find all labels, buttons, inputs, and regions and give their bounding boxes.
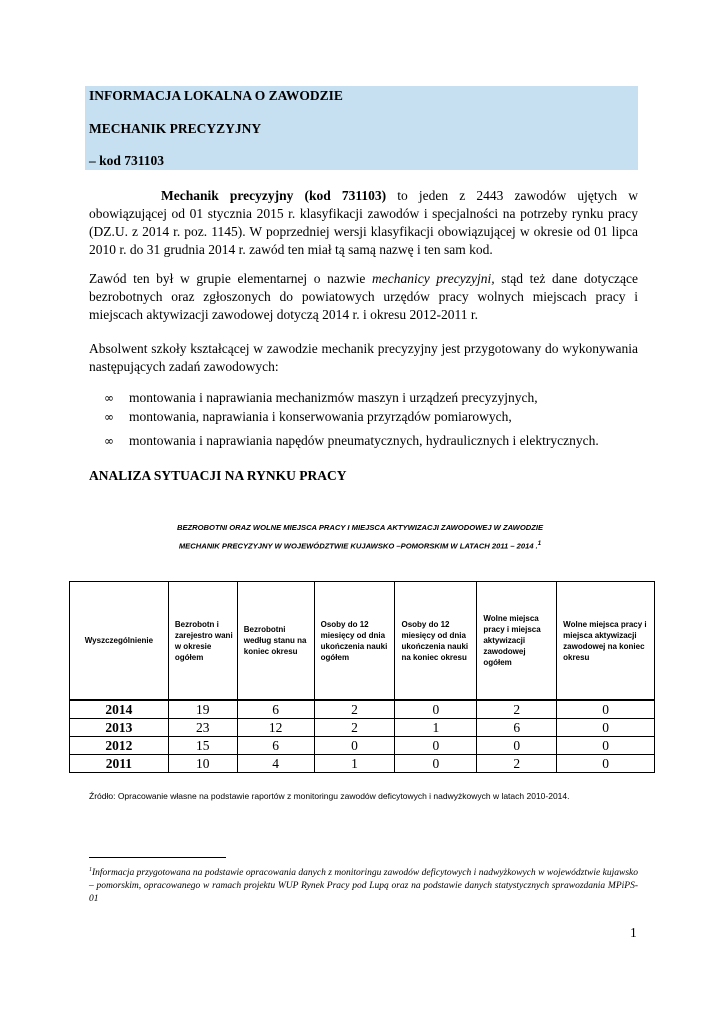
- statistics-table: [69, 581, 655, 773]
- table-row: 2011 10 4 1 0 2 0: [70, 755, 655, 773]
- table-header: Wolne miejsca pracy i miejsca aktywizacji zawodowej ogółem: [477, 582, 557, 701]
- title-line-1: INFORMACJA LOKALNA O ZAWODZIE: [89, 88, 343, 103]
- table-header: Wyszczególnienie: [70, 582, 169, 701]
- section-heading: ANALIZA SYTUACJI NA RYNKU PRACY: [89, 468, 347, 483]
- table-header: Osoby do 12 miesięcy od dnia ukończenia nauki ogółem: [314, 582, 395, 701]
- group-paragraph: [89, 270, 638, 324]
- footnote: [89, 864, 638, 906]
- group-text-after: stąd też dane dotyczące bezrobotnych oraz zgłoszonych do powiatowych urzędów pracy wolnych miejscach pracy i miejscach aktywizacji zawodowej dotyczą 2014 r. i okresu 2012-2011 r.: [89, 271, 638, 322]
- table-row: 2013 23 12 2 1 6 0: [70, 719, 655, 737]
- group-text-before: Zawód ten był w grupie elementarnej o nazwie: [89, 271, 372, 286]
- title-line-2: MECHANIK PRECYZYJNY: [89, 121, 262, 136]
- list-item: ∞ montowania i naprawiania mechanizmów maszyn i urządzeń precyzyjnych,: [104, 390, 538, 405]
- table-title-line-2: MECHANIK PRECYZYJNY W WOJEWÓDZTWIE KUJAWSKO –POMORSKIM W LATACH 2011 – 2014 .$^1$: [178, 541, 542, 551]
- table-header: Bezrobotn i zarejestro wani w okresie ogółem: [168, 582, 237, 701]
- graduate-paragraph: Absolwent szkoły kształcącej w zawodzie mechanik precyzyjny jest przygotowany do wykonywania następujących zadań zawodowych:: [89, 341, 638, 374]
- infinity-bullet-icon: ∞: [104, 391, 114, 405]
- intro-text: to jeden z 2443 zawodów ujętych w obowiązującej od 01 stycznia 2015 r. klasyfikacji zawodów i specjalności na potrzeby rynku pracy (DZ.U. z 2014 r. poz. 1145). W poprzedniej wersji klasyfikacji obowiązującej w okresie od 01 lipca 2010 r. do 31 grudnia 2014 r. zawód ten miał tą samą nazwę i ten sam kod.: [89, 188, 638, 257]
- infinity-bullet-icon: ∞: [104, 410, 114, 424]
- infinity-bullet-icon: ∞: [104, 434, 114, 448]
- table-row: 2012 15 6 0 0 0 0: [70, 737, 655, 755]
- list-item: ∞ montowania, naprawiania i konserwowania przyrządów pomiarowych,: [104, 409, 512, 424]
- table-header: Bezrobotni według stanu na koniec okresu: [237, 582, 314, 701]
- page-number: 1: [630, 925, 637, 940]
- table-title-line-1: BEZROBOTNI ORAZ WOLNE MIEJSCA PRACY I MIEJSCA AKTYWIZACJI ZAWODOWEJ W ZAWODZIE: [176, 523, 544, 532]
- table-header: Wolne miejsca pracy i miejsca aktywizacji zawodowej na koniec okresu: [557, 582, 655, 701]
- footnote-reference: 1: [537, 541, 542, 547]
- occupation-name: Mechanik precyzyjny (kod 731103): [161, 188, 387, 203]
- title-block: [85, 86, 638, 170]
- table-row: 2014 19 6 2 0 2 0: [70, 700, 655, 719]
- intro-paragraph: [89, 187, 638, 259]
- group-name: mechanicy precyzyjni,: [371, 271, 495, 286]
- footnote-mark: 1: [89, 867, 92, 873]
- table-header-row: [70, 582, 655, 701]
- table-header: Osoby do 12 miesięcy od dnia ukończenia nauki na koniec okresu: [395, 582, 477, 701]
- title-line-3: – kod 731103: [89, 153, 165, 168]
- footnote-text: Informacja przygotowana na podstawie opracowania danych z monitoringu zawodów deficytowych i nadwyżkowych w województwie kujawsko – pomorskim, opracowanego w ramach projektu WUP Rynek Pracy pod Lupą oraz na podstawie danych statystycznych sprawozdania MPiPS-01: [89, 868, 638, 905]
- source-note: Źródło: Opracowanie własne na podstawie raportów z monitoringu zawodów deficytowych i nadwyżkowych w latach 2010-2014.: [89, 791, 570, 801]
- list-item: ∞ montowania i naprawiania napędów pneumatycznych, hydraulicznych i elektrycznych.: [104, 433, 599, 448]
- footnote-divider: [89, 857, 226, 858]
